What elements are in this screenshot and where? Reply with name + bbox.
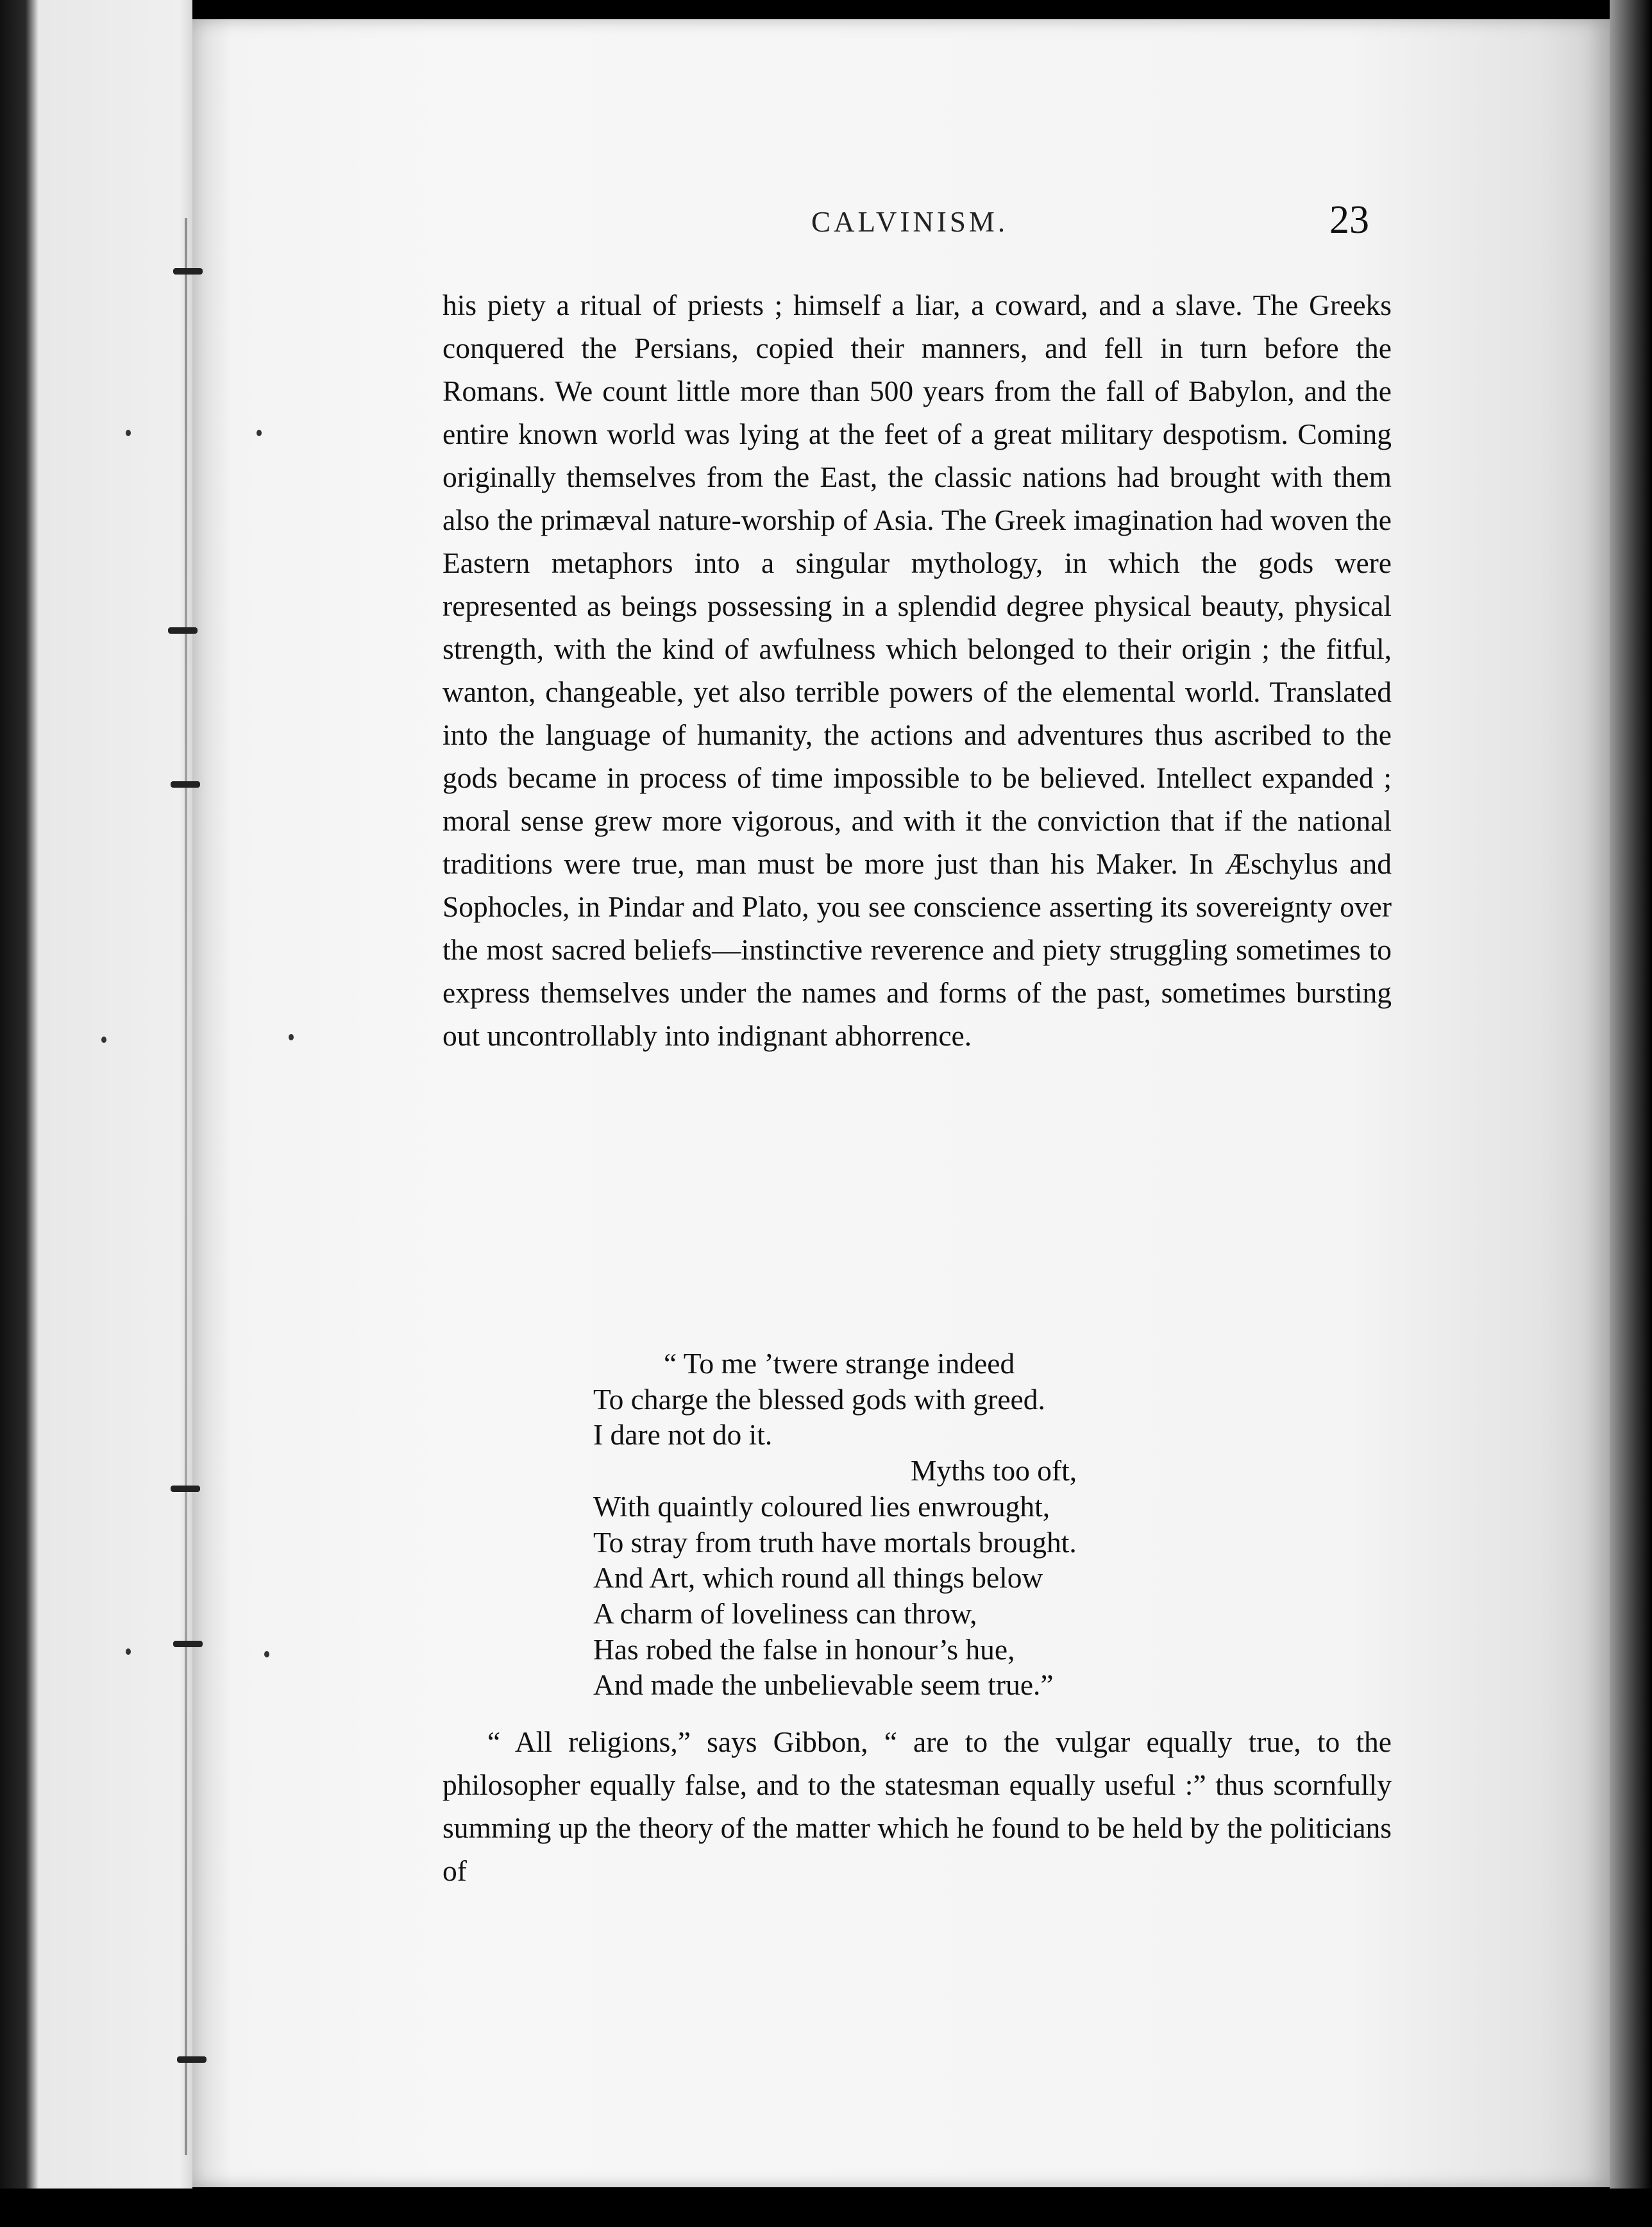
running-head: CALVINISM. (811, 206, 1009, 238)
binding-stitch (173, 268, 203, 275)
verse-line: And Art, which round all things below (593, 1561, 1043, 1595)
verse-line: To charge the blessed gods with greed. (593, 1382, 1045, 1416)
binding-stitch (173, 1641, 203, 1647)
binding-stitch (177, 2056, 206, 2063)
verse-line: A charm of loveliness can throw, (593, 1596, 977, 1630)
verse-quotation (593, 1346, 1331, 1703)
binding-edge (185, 218, 187, 2155)
binding-stitch (168, 627, 198, 634)
page-number: 23 (1329, 198, 1369, 242)
ink-speck (257, 430, 262, 436)
ink-speck (126, 1648, 131, 1655)
ink-speck (264, 1651, 269, 1657)
main-text (442, 284, 1392, 1057)
verse-line: With quaintly coloured lies enwrought, (593, 1489, 1050, 1523)
verse-line: Myths too oft, (911, 1454, 1077, 1487)
verse-line: And made the unbelievable seem true.” (593, 1668, 1054, 1702)
verse-line: Has robed the false in honour’s hue, (593, 1632, 1015, 1666)
scan-bottom-border (0, 2189, 1652, 2227)
body-paragraph: his piety a ritual of priests ; himself a liar, a coward, and a slave. The Greeks conquered the Persians, copied their manners, and fell in turn before the Romans. We count little more than 500 years from the fall of Babylon, and the entire known world was lying at the feet of a great military despotism. Coming originally themselves from the East, the classic nations had brought with them also the primæval nature-worship of Asia. The Greek imagination had woven the Eastern metaphors into a singular mythology, in which the gods were represented as beings possessing in a splendid degree physical beauty, physical strength, with the kind of awfulness which belonged to their origin ; the fitful, wanton, changeable, yet also terrible powers of the elemental world. Translated into the language of humanity, the actions and adventures thus ascribed to the gods became in process of time impossible to be believed. Intellect expanded ; moral sense grew more vigorous, and with it the conviction that if the national traditions were true, man must be more just than his Maker. In Æschylus and Sophocles, in Pindar and Plato, you see conscience asserting its sovereignty over the most sacred beliefs—instinctive reverence and piety struggling sometimes to express themselves under the names and forms of the past, sometimes bursting out uncontrollably into indignant abhorrence. (442, 289, 1392, 1052)
scan-gutter (0, 0, 192, 2227)
ink-speck (101, 1037, 106, 1043)
verse-line: To stray from truth have mortals brought. (593, 1525, 1077, 1559)
verse-line: I dare not do it. (593, 1418, 773, 1452)
ink-speck (289, 1034, 294, 1040)
binding-stitch (171, 781, 200, 788)
page-edge-shadow (1610, 0, 1652, 2227)
binding-stitch (171, 1486, 200, 1492)
verse-line: “ To me ’twere strange indeed (664, 1347, 1015, 1380)
ink-speck (126, 430, 131, 436)
closing-paragraph: “ All religions,” says Gibbon, “ are to the vulgar equally true, to the philosopher equally false, and to the statesman equally useful :” thus scornfully summing up the theory of the matter which he found to be held by the politicians of (442, 1725, 1392, 1887)
